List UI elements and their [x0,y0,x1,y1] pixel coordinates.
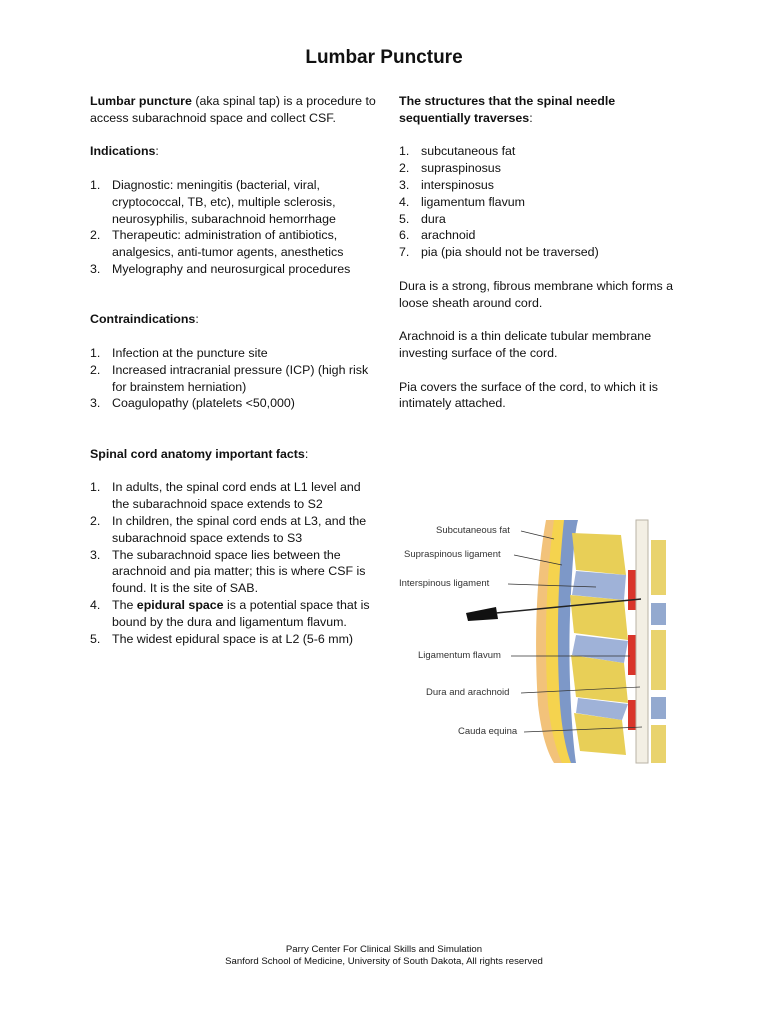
contraindications-list [90,345,380,412]
label-dura-and-arachnoid: Dura and arachnoid [426,687,510,698]
label-ligamentum-flavum: Ligamentum flavum [418,650,501,661]
spinous-process [572,533,626,575]
list-item: 2. Increased intracranial pressure (ICP) (high risk for brainstem herniation) [90,362,369,394]
intervertebral-disc [651,603,666,625]
interspinous-ligament [572,571,626,600]
list-item: 4. ligamentum flavum [399,194,525,209]
list-item: 3. Myelography and neurosurgical procedures [90,261,351,276]
right-column [399,93,679,429]
ligamentum-flavum [628,700,636,730]
intro-paragraph [90,93,380,127]
vertebral-body [651,540,666,595]
pia-description: Pia covers the surface of the cord, to which it is intimately attached. [399,379,658,411]
label-supraspinous-ligament: Supraspinous ligament [404,549,501,560]
label-cauda-equina: Cauda equina [458,726,518,737]
list-item: 1. Diagnostic: meningitis (bacterial, viral, cryptococcal, TB, etc), multiple sclerosis, neurosyphilis, subarachnoid hemorrhage [90,177,336,226]
list-item: 4. The epidural space is a potential space that is bound by the dura and ligamentum flavum. [90,597,370,629]
indications-list [90,177,380,278]
vertebral-body [651,725,666,763]
label-subcutaneous-fat: Subcutaneous fat [436,525,510,536]
ligamentum-flavum [628,635,636,675]
anatomy-list [90,479,380,647]
spinal-anatomy-illustration [396,515,666,765]
spinal-needle [466,607,498,621]
dura-and-arachnoid [636,520,648,763]
footer-line-1: Parry Center For Clinical Skills and Simulation [285,944,483,955]
intervertebral-disc [651,697,666,719]
list-item: 3. The subarachnoid space lies between the arachnoid and pia matter; this is where CSF is found. It is the site of SAB. [90,547,366,596]
left-column [90,93,380,664]
list-item: 2. In children, the spinal cord ends at L3, and the subarachnoid space extends to S3 [90,513,367,545]
list-item: 5. The widest epidural space is at L2 (5-6 mm) [90,631,354,646]
list-item: 2. supraspinosus [399,161,501,176]
list-item: 1. Infection at the puncture site [90,345,268,360]
structures-list [399,143,679,261]
intro-text: (aka spinal tap) is a procedure to access subarachnoid space and collect CSF. [90,94,376,125]
list-item: 5. dura [399,211,446,226]
list-item: 6. arachnoid [399,228,476,243]
label-interspinous-ligament: Interspinous ligament [399,578,490,589]
list-item: 2. Therapeutic: administration of antibiotics, analgesics, anti-tumor agents, anesthetics [90,228,344,260]
anatomy-heading: Spinal cord anatomy important facts: [90,446,309,461]
page-footer [0,944,768,968]
list-item: 1. In adults, the spinal cord ends at L1 level and the subarachnoid space extends to S2 [90,480,361,512]
page-title: Lumbar Puncture [305,47,463,68]
footer-line-2: Sanford School of Medicine, University of South Dakota, All rights reserved [225,956,543,967]
vertebral-body [651,630,666,690]
contraindications-heading: Contraindications: [90,312,199,327]
list-item: 7. pia (pia should not be traversed) [399,245,599,260]
structures-heading: The structures that the spinal needle sequentially traverses: [399,94,616,125]
ligamentum-flavum [628,570,636,610]
list-item: 3. Coagulopathy (platelets <50,000) [90,396,295,411]
indications-heading: Indications: [90,144,159,159]
dura-description: Dura is a strong, fibrous membrane which forms a loose sheath around cord. [399,278,674,310]
list-item: 1. subcutaneous fat [399,144,516,159]
intro-term: Lumbar puncture [90,94,192,108]
list-item: 3. interspinosus [399,177,495,192]
arachnoid-description: Arachnoid is a thin delicate tubular membrane investing surface of the cord. [399,329,652,360]
